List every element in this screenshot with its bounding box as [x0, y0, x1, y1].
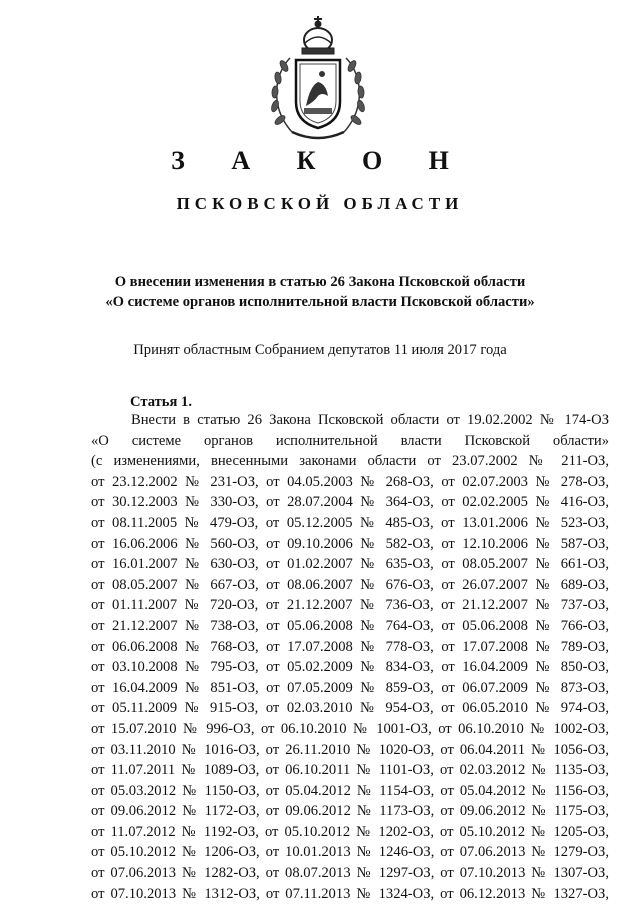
body-line: от 05.03.2012 № 1150-ОЗ, от 05.04.2012 № 1154-ОЗ, от 05.04.2012 № 1156-ОЗ, [91, 782, 609, 799]
body-line: от 16.04.2009 № 851-ОЗ, от 07.05.2009 № 859-ОЗ, от 06.07.2009 № 873-ОЗ, [91, 679, 609, 696]
shield-icon [296, 60, 340, 128]
body-line: от 21.12.2007 № 738-ОЗ, от 05.06.2008 № 764-ОЗ, от 05.06.2008 № 766-ОЗ, [91, 617, 609, 634]
body-line: от 05.10.2012 № 1206-ОЗ, от 10.01.2013 № 1246-ОЗ, от 07.06.2013 № 1279-ОЗ, [91, 844, 609, 861]
document-title: З А К О Н [171, 146, 469, 175]
law-heading-line-2: «О системе органов исполнительной власти Псковской области» [105, 294, 535, 310]
body-line: от 08.05.2007 № 667-ОЗ, от 08.06.2007 № 676-ОЗ, от 26.07.2007 № 689-ОЗ, [91, 576, 609, 593]
crown-icon [302, 16, 334, 54]
body-line: «О системе органов исполнительной власти Псковской области» [91, 432, 609, 449]
body-line: от 16.01.2007 № 630-ОЗ, от 01.02.2007 № 635-ОЗ, от 08.05.2007 № 661-ОЗ, [91, 556, 609, 573]
body-line: (с изменениями, внесенными законами области от 23.07.2002 № 211-ОЗ, [91, 453, 609, 470]
body-line: от 08.11.2005 № 479-ОЗ, от 05.12.2005 № 485-ОЗ, от 13.01.2006 № 523-ОЗ, [91, 514, 609, 531]
article-title: Статья 1. [130, 394, 192, 410]
body-line: от 07.06.2013 № 1282-ОЗ, от 08.07.2013 № 1297-ОЗ, от 07.10.2013 № 1307-ОЗ, [91, 865, 609, 882]
body-line: от 03.11.2010 № 1016-ОЗ, от 26.11.2010 № 1020-ОЗ, от 06.04.2011 № 1056-ОЗ, [91, 741, 609, 758]
body-line: от 06.06.2008 № 768-ОЗ, от 17.07.2008 № 778-ОЗ, от 17.07.2008 № 789-ОЗ, [91, 638, 609, 655]
adoption-note: Принят областным Собранием депутатов 11 июля 2017 года [133, 342, 507, 358]
body-line: от 23.12.2002 № 231-ОЗ, от 04.05.2003 № 268-ОЗ, от 02.07.2003 № 278-ОЗ, [91, 473, 609, 490]
body-line: от 16.06.2006 № 560-ОЗ, от 09.10.2006 № 582-ОЗ, от 12.10.2006 № 587-ОЗ, [91, 535, 609, 552]
body-line: от 07.10.2013 № 1312-ОЗ, от 07.11.2013 № 1324-ОЗ, от 06.12.2013 № 1327-ОЗ, [91, 885, 609, 902]
body-line: от 15.07.2010 № 996-ОЗ, от 06.10.2010 № 1001-ОЗ, от 06.10.2010 № 1002-ОЗ, [91, 720, 609, 737]
coat-of-arms-icon [262, 10, 374, 150]
body-line: от 05.11.2009 № 915-ОЗ, от 02.03.2010 № 954-ОЗ, от 06.05.2010 № 974-ОЗ, [91, 700, 609, 717]
article-body [91, 410, 609, 904]
body-line: Внести в статью 26 Закона Псковской области от 19.02.2002 № 174-ОЗ [131, 412, 609, 428]
law-heading-line-1: О внесении изменения в статью 26 Закона Псковской области [114, 274, 526, 290]
body-line: от 01.11.2007 № 720-ОЗ, от 21.12.2007 № 736-ОЗ, от 21.12.2007 № 737-ОЗ, [91, 597, 609, 614]
document-region: ПСКОВСКОЙ ОБЛАСТИ [176, 194, 464, 213]
body-line: от 03.10.2008 № 795-ОЗ, от 05.02.2009 № 834-ОЗ, от 16.04.2009 № 850-ОЗ, [91, 659, 609, 676]
law-heading [0, 272, 640, 312]
body-line: от 11.07.2011 № 1089-ОЗ, от 06.10.2011 № 1101-ОЗ, от 02.03.2012 № 1135-ОЗ, [91, 762, 609, 779]
body-line: от 09.06.2012 № 1172-ОЗ, от 09.06.2012 № 1173-ОЗ, от 09.06.2012 № 1175-ОЗ, [91, 803, 609, 820]
body-line: от 30.12.2003 № 330-ОЗ, от 28.07.2004 № 364-ОЗ, от 02.02.2005 № 416-ОЗ, [91, 494, 609, 511]
body-line: от 11.07.2012 № 1192-ОЗ, от 05.10.2012 № 1202-ОЗ, от 05.10.2012 № 1205-ОЗ, [91, 823, 609, 840]
